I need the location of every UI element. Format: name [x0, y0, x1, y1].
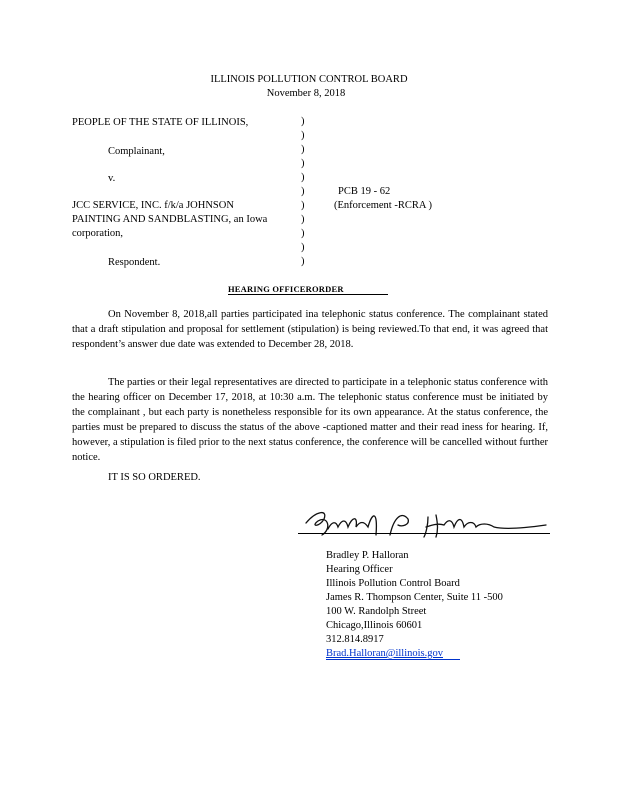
paragraph-3: IT IS SO ORDERED.: [108, 472, 201, 483]
title-underline: [228, 294, 388, 295]
paren: ): [301, 158, 305, 169]
versus: v.: [108, 173, 116, 184]
case-type: (Enforcement -RCRA ): [334, 200, 432, 211]
paren: ): [301, 256, 305, 267]
signer-street: 100 W. Randolph Street: [326, 606, 427, 617]
handwritten-signature: [298, 505, 550, 543]
signer-building: James R. Thompson Center, Suite 11 -500: [326, 592, 503, 603]
respondent-role: Respondent.: [108, 257, 161, 268]
signer-email-link[interactable]: Brad.Halloran@illinois.gov: [326, 648, 443, 659]
paren: ): [301, 200, 305, 211]
paren: ): [301, 228, 305, 239]
paren: ): [301, 186, 305, 197]
paren: ): [301, 144, 305, 155]
signer-city: Chicago,Illinois 60601: [326, 620, 423, 631]
case-number: PCB 19 - 62: [338, 186, 391, 197]
respondent-line-1: JCC SERVICE, INC. f/k/a JOHNSON: [72, 200, 234, 211]
signer-title: Hearing Officer: [326, 564, 393, 575]
paren: ): [301, 242, 305, 253]
signer-org: Illinois Pollution Control Board: [326, 578, 460, 589]
plaintiff-name: PEOPLE OF THE STATE OF ILLINOIS,: [72, 117, 249, 128]
order-date: November 8, 2018: [266, 88, 346, 99]
signer-phone: 312.814.8917: [326, 634, 384, 645]
paragraph-2: The parties or their legal representatives are directed to participate in a telephonic status conference with the hearing officer on December 17, 2018, at 10:30 a.m. The telephonic status conference must be initiated by the complainant , but each party is nonetheless responsible for its own appearance. At the status conference, the parties must be prepared to discuss the status of the above -captioned matter and their read iness for hearing. If, however, a stipulation is filed prior to the next status conference, the conference will be cancelled without further notice.: [72, 377, 548, 463]
paren: ): [301, 116, 305, 127]
respondent-line-3: corporation,: [72, 228, 124, 239]
signer-name: Bradley P. Halloran: [326, 550, 409, 561]
paren: ): [301, 214, 305, 225]
paren: ): [301, 130, 305, 141]
paren: ): [301, 172, 305, 183]
respondent-line-2: PAINTING AND SANDBLASTING, an Iowa: [72, 214, 268, 225]
agency-heading: ILLINOIS POLLUTION CONTROL BOARD: [210, 74, 408, 85]
email-underline: [326, 659, 460, 660]
paragraph-1: On November 8, 2018,all parties participated ina telephonic status conference. The complainant stated that a draft stipulation and proposal for settlement (stipulation) is being reviewed.To that end, it was agreed that respondent’s answer due date was extended to December 28, 2018.: [72, 309, 548, 350]
plaintiff-role: Complainant,: [108, 146, 165, 157]
order-title: HEARING OFFICERORDER: [228, 284, 344, 294]
signature-line: [298, 533, 550, 534]
